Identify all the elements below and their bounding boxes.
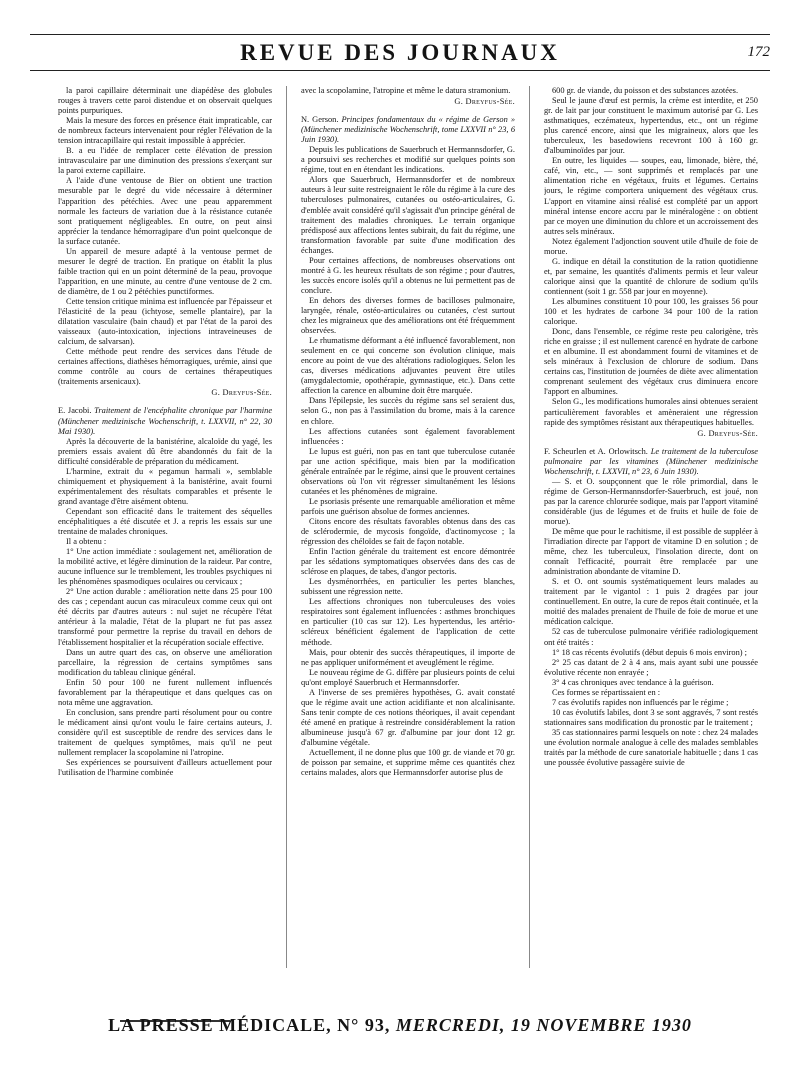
- paragraph: Dans un autre quart des cas, on observe une amélioration parcellaire, la régression de certains symptômes sans modification du tableau clinique général.: [58, 647, 273, 677]
- paragraph: Donc, dans l'ensemble, ce régime reste peu calorigène, très riche en graisse ; il est nullement carencé en hydrate de carbone et en albumine. Il est abondamment fourni de vitamines et de sels minéraux à l'exclusion de chlorure de sodium. Dans certains cas, l'institution de journées de diète avec alimentation comprenant seulement des végétaux crus diminuera encore l'apport en albumines.: [543, 327, 758, 397]
- paragraph: En conclusion, sans prendre parti résolument pour ou contre le médicament ainsi qu'ont voulu le faire certains auteurs, J. considère qu'il est susceptible de rendre des services dans le traitement de quelques symptômes, mais qu'il ne peut nullement remplacer la scopolamine ni l'atropine.: [58, 707, 273, 758]
- paragraph: S. et O. ont soumis systématiquement leurs malades au traitement par le vigantol : 1 puis 2 dragées par jour continuellement. En outre, la cure de repos était continuée, et la moitié des malades prenaient de l'huile de foie de morue et une médication calcique.: [543, 577, 758, 627]
- paragraph: Cette méthode peut rendre des services dans l'étude de certaines affections, diathèses hémorragiques, urémie, ainsi que comme contrôle au cours de certaines thérapeutiques (traitements arsenicaux).: [58, 347, 273, 387]
- paragraph: Dans l'épilepsie, les succès du régime sans sel seraient dus, selon G., non pas à l'assimilation du brome, mais à la carence en chlore.: [300, 396, 516, 426]
- paragraph: L'harmine, extrait du « pegamun harmali », semblable chimiquement et physiquement à la banistérine, avait fourni expérimentalement des résultats comparables et présente le grand avantage d'être aisément obtenu.: [58, 466, 273, 506]
- paragraph: — S. et O. soupçonnent que le rôle primordial, dans le régime de Gerson-Hermannsdorfer-Sauerbruch, est joué, non pas par la carence chlorurée sodique, mais par l'apport vitaminé considérable (jus de légumes et de fruits et huile de foie de morue).: [543, 476, 758, 526]
- paragraph: 3° 4 cas chroniques avec tendance à la guérison.: [551, 677, 714, 687]
- article-heading-jacobi: E. Jacobi. Traitement de l'encéphalite chronique par l'harmine (Münchener medizinische Wochenschrift, t. LXXVII, n° 22, 30 Mai 1930).: [58, 406, 273, 436]
- column-1-paragraphs: [58, 86, 272, 387]
- column-divider: [286, 86, 287, 968]
- signature: G. Dreyfus-Sée.: [697, 428, 758, 438]
- column-1: [58, 86, 272, 968]
- paragraph: la paroi capillaire déterminait une diapédèse des globules rouges à travers cette paroi distendue et on observait quelques points purpuriques.: [58, 86, 273, 116]
- paragraph: Le lupus est guéri, non pas en tant que tuberculose cutanée par une action spécifique, mais bien par la modification générale entraînée par le régime, ainsi que le prouvent certaines observations où l'on vit régresser simultanément les lésions cutanées et les phénomènes de migraine.: [300, 446, 516, 496]
- column-3b-paragraphs: [544, 477, 758, 768]
- paragraph: Les affections cutanées sont également favorablement influencées :: [300, 426, 516, 446]
- paragraph: A l'inverse de ses premières hypothèses, G. avait constaté que le régime avait une action acidifiante et non alcalinisante. Sans tenir compte de ces notions théoriques, il avait cependant été amené en pratique à restreindre considérablement la ration albumineuse jusqu'à 67 gr. d'albumine par jour dont 12 gr. d'albumine végétale.: [300, 687, 516, 747]
- paragraph: avec la scopolamine, l'atropine et même le datura stramonium.: [300, 86, 511, 95]
- paragraph: Un appareil de mesure adapté à la ventouse permet de mesurer le degré de traction. En pratique on établit la plus faible traction qui en un point déterminé de la peau, provoque l'apparition, en une minute, au centre d'une ventouse de 2 cm. de diamètre, de 1 ou 2 pétéchies punctiformes.: [58, 246, 273, 296]
- paragraph: En outre, les liquides — soupes, eau, limonade, bière, thé, café, vin, etc., — sont supprimés et remplacés par une alimentation riche en végétaux, fruits et légumes. Certains jours, le régime comportera uniquement des végétaux crus. L'apport en vitamine ainsi réalisé est complété par un apport minéral intense encore accru par le minéralogène : on obtient par ce moyen une diminution du chlore et un accroissement des autres sels minéraux.: [543, 156, 758, 236]
- paragraph: Ces formes se répartissaient en :: [551, 687, 661, 697]
- column-divider: [529, 86, 530, 968]
- paragraph: B. a eu l'idée de remplacer cette élévation de pression intravasculaire par une diminution des pressions s'exerçant sur la paroi externe capillaire.: [58, 146, 273, 176]
- paragraph: Actuellement, il ne donne plus que 100 gr. de viande et 70 gr. de poisson par semaine, et supprime même ces quantités chez certains malades, alors que Hermannsdorfer autorise plus de: [300, 748, 516, 778]
- paragraph: Pour certaines affections, de nombreuses observations ont montré à G. les heureux résultats de son régime ; pour d'autres, les succès encore isolés qu'il a obtenus ne lui permettent pas de conclure.: [300, 255, 516, 295]
- paragraph: Enfin 50 pour 100 ne furent nullement influencés favorablement par la thérapeutique et dans quelques cas on nota même une aggravation.: [58, 677, 273, 707]
- footer-date: MERCREDI, 19 NOVEMBRE 1930: [395, 1015, 692, 1035]
- signature: G. Dreyfus-Sée.: [454, 97, 516, 107]
- paragraph: 1° 18 cas récents évolutifs (début depuis 6 mois environ) ;: [551, 647, 747, 657]
- paragraph: 10 cas évolutifs labiles, dont 3 se sont aggravés, 7 sont restés stationnaires sans modification du pronostic par le traitement ;: [543, 707, 758, 727]
- journal-title: REVUE DES JOURNAUX: [240, 40, 560, 65]
- paragraph: Les albumines constituent 10 pour 100, les graisses 56 pour 100 et les hydrates de carbone 34 pour 100 de la ration calorique.: [543, 296, 758, 327]
- paragraph: Mais, pour obtenir des succès thérapeutiques, il importe de ne pas appliquer uniformément et aveuglément le régime.: [300, 647, 516, 667]
- paragraph: Il a obtenu :: [66, 537, 107, 547]
- column-3: [544, 86, 758, 968]
- paragraph: 2° Une action durable : amélioration nette dans 25 pour 100 des cas ; cependant aucun cas miraculeux comme ceux qui ont été décrits par d'autres auteurs : nul sujet ne récupère l'état antérieur à la maladie, l'état de la plupart ne fut pas assez transformé pour permettre la reprise du travail en dehors de l'établissement hospitalier et la récupération sociale effective.: [58, 587, 273, 647]
- paragraph: 600 gr. de viande, du poisson et des substances azotées.: [551, 86, 739, 95]
- paragraph: En dehors des diverses formes de bacilloses pulmonaire, laryngée, rénale, ostéo-articulaires ou cutanées, c'est surtout chez les migraineux que des améliorations ont été fréquemment observées.: [300, 295, 516, 336]
- column-3-paragraphs: [544, 86, 758, 428]
- paragraph: 2° 25 cas datant de 2 à 4 ans, mais ayant subi une poussée évolutive récente non enrayée ;: [543, 657, 758, 677]
- article-heading-scheurlen: F. Scheurlen et A. Orlowitsch. Le traitement de la tuberculose pulmonaire par les vitamines (Münchener medizinische Wochenschrift, t. LXXVII, n° 23, 6 Juin 1930).: [543, 446, 758, 476]
- paragraph: 1° Une action immédiate : soulagement net, amélioration de la mobilité active, et légère diminution de la raideur. Par contre, aucune influence sur le tremblement, les troubles psychiques ni les phénomènes spasmodiques oculaires ou cervicaux ;: [58, 547, 273, 587]
- paragraph: Cependant son efficacité dans le traitement des séquelles encéphalitiques a été discutée et J. a repris les essais sur une trentaine de malades chroniques.: [58, 506, 273, 537]
- paragraph: Le psoriasis présente une remarquable amélioration et même parfois une guérison absolue de formes anciennes.: [300, 496, 516, 516]
- paragraph: 7 cas évolutifs rapides non influencés par le régime ;: [551, 697, 729, 707]
- paragraph: 35 cas stationnaires parmi lesquels on note : chez 24 malades une évolution normale analogue à celle des malades semblables traités par la méthode de cure sanatoriale habituelle ; dans 1 cas une poussée évolutive passagère suivie de: [543, 727, 758, 768]
- paragraph: 52 cas de tuberculose pulmonaire vérifiée radiologiquement ont été traités :: [543, 627, 758, 647]
- column-2: [301, 86, 515, 968]
- paragraph: Selon G., les modifications humorales ainsi obtenues seraient particulièrement favorables et amèneraient une régression rapide des symptômes résistant aux thérapeutiques habituelles.: [543, 397, 758, 427]
- page-number: 172: [747, 44, 770, 60]
- paragraph: Citons encore des résultats favorables obtenus dans des cas de sclérodermie, de mycosis fongoïde, d'actinomycose ; la régression des chéloïdes se fait de façon notable.: [300, 516, 516, 547]
- paragraph: Après la découverte de la banistérine, alcaloïde du yagé, les premiers essais avaient dû être abandonnés du fait de la difficulté considérable de préparation du médicament.: [58, 436, 273, 466]
- paragraph: Mais la mesure des forces en présence était impraticable, car de nombreux facteurs intervenaient pour régler l'élévation de la tension intracapillaire qui restait impossible à apprécier.: [58, 116, 273, 146]
- footer: [0, 1015, 800, 1036]
- header-rule-bottom: [30, 70, 770, 71]
- paragraph: Cette tension critique minima est influencée par l'épaisseur et l'élasticité de la peau (ichtyose, semelle plantaire), par la dilatation vasculaire (bain chaud) et par l'état de la paroi des vaisseaux (auto-intoxication, injections intraveineuses de calcium, de salvarsan).: [58, 296, 273, 347]
- paragraph: Depuis les publications de Sauerbruch et Hermannsdorfer, G. a poursuivi ses recherches et modifié sur quelques points son régime, tout en en étendant les indications.: [300, 145, 516, 175]
- column-1b-paragraphs: [58, 437, 272, 779]
- article-columns: [58, 86, 758, 968]
- paragraph: Le rhumatisme déformant a été influencé favorablement, non seulement en ce qui concerne son évolution clinique, mais encore au point de vue des altérations radiologiques. Selon les cas, diverses médications adjuvantes peuvent être utiles (amygdalectomie, opothérapie, gymnastique, etc.). Dans cette affection la carence en albumine doit être marquée.: [300, 336, 516, 396]
- paragraph: Notez également l'adjonction souvent utile d'huile de foie de morue.: [543, 236, 758, 256]
- paragraph: Alors que Sauerbruch, Hermannsdorfer et de nombreux auteurs à leur suite restreignaient le rôle du régime à la cure des tuberculoses pulmonaires, cutanées ou ostéo-articulaires, G. d'emblée avait considéré qu'il s'agissait d'un principe général de traitement des maladies chroniques. Le terrain organique prédisposé aux affections lentes subirait, du fait du régime, une transformation favorable par suite d'une modification des échanges.: [300, 175, 516, 255]
- footer-journal: LA PRESSE MÉDICALE, N° 93,: [108, 1015, 391, 1035]
- paragraph: Enfin l'action générale du traitement est encore démontrée par les sédations symptomatiques observées dans des cas de sclérose en plaques, de tabes, d'angor pectoris.: [300, 547, 516, 577]
- paragraph: Seul le jaune d'œuf est permis, la crème est interdite, et 250 gr. de lait par jour constituent le maximum autorisé par G. Les asthmatiques, eczémateux, hypertendus, etc., ont un régime plus carencé encore, ainsi que les migraineux, alors que les tuberculeux, les basedowiens recevront 100 à 160 gr. d'albuminoïdes par jour.: [543, 96, 758, 156]
- paragraph: Les dysménorrhées, en particulier les pertes blanches, subissent une régression nette.: [300, 577, 516, 597]
- paragraph: A l'aide d'une ventouse de Bier on obtient une traction mesurable par le degré du vide nécessaire à déterminer l'apparition des pétéchies. Avec une peau apparemment normale les facteurs de variation due à la résistance cutanée sont pratiquement négligeables. En outre, on peut ainsi apprécier la tendance hémorragipare d'un point quelconque de la surface cutanée.: [58, 176, 273, 246]
- article-heading-gerson: N. Gerson. Principes fondamentaux du « régime de Gerson » (Münchener medizinische Wochenschrift, tome LXXVII n° 23, 6 Juin 1930).: [300, 115, 516, 145]
- paragraph: Ses expériences se poursuivent d'ailleurs actuellement pour l'utilisation de l'harmine combinée: [58, 758, 273, 778]
- paragraph: De même que pour le rachitisme, il est possible de suppléer à l'irradiation directe par l'apport de vitamine D en solution ; de même, chez les tuberculeux, l'insolation directe, dont on connaît l'efficacité, pourrait être remplacée par une administration abondante de vitamine D.: [543, 527, 758, 577]
- header-rule-top: [30, 34, 770, 35]
- paragraph: G. indique en détail la constitution de la ration quotidienne et, par semaine, les quantités d'aliments permis et leur valeur calorique ainsi que la quantité de chlorure de sodium qu'ils contiennent (soit 1 gr. 558 par jour en moyenne).: [543, 256, 758, 296]
- signature: G. Dreyfus-Sée.: [211, 388, 273, 398]
- column-2-paragraphs: [301, 145, 515, 778]
- paragraph: Les affections chroniques non tuberculeuses des voies respiratoires sont également influencées : asthmes bronchiques en particulier (10 cas sur 12). Les hypertendus, les artério-scléreux bénéficient également de l'application de cette méthode.: [300, 597, 516, 647]
- paragraph: Le nouveau régime de G. diffère par plusieurs points de celui qu'ont employé Sauerbruch et Hermannsdorfer.: [300, 667, 516, 687]
